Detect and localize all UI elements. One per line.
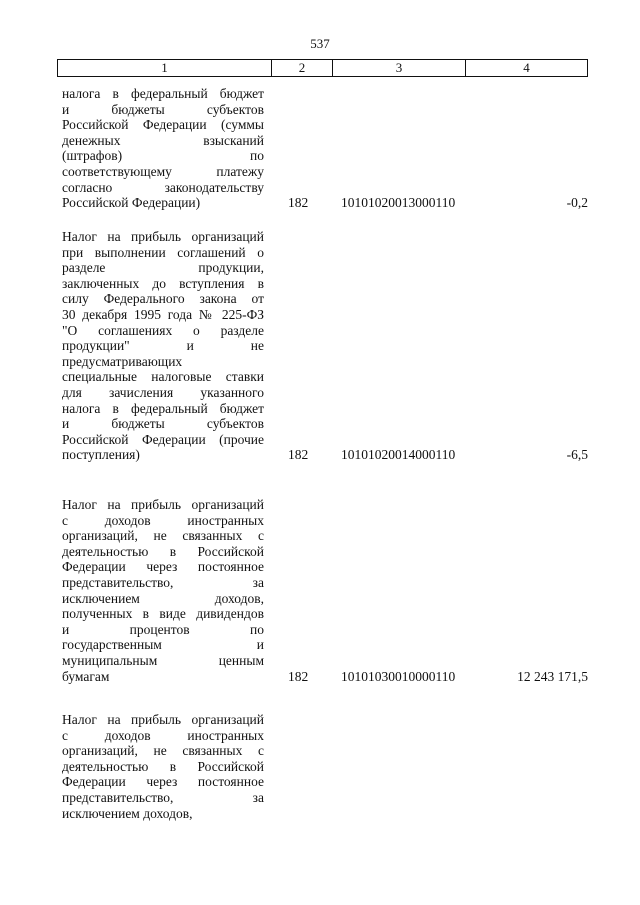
table-row	[62, 229, 592, 463]
description-line: исключением доходов,	[62, 590, 264, 606]
description-line: Налог на прибыль организаций	[62, 497, 264, 512]
description-line: представительство, за	[62, 574, 264, 590]
description-line: Федерации через постоянное	[62, 559, 264, 575]
description-line: (штрафов) по	[62, 148, 264, 164]
description-line: силу Федерального закона от	[62, 291, 264, 307]
description-line: Налог на прибыль организаций	[62, 712, 264, 727]
description-line: заключенных до вступления в	[62, 275, 264, 291]
description-line: продукции" и не	[62, 338, 264, 354]
admin-code-cell: 182	[288, 447, 309, 463]
description-line: денежных взысканий	[62, 132, 264, 148]
kbk-code-cell: 10101020014000110	[341, 447, 456, 463]
description-line: согласно законодательству	[62, 179, 264, 195]
description-line: Российской Федерации)	[62, 195, 201, 211]
amount-cell: -0,2	[566, 195, 588, 211]
description-line: налога в федеральный бюджет	[62, 86, 264, 101]
kbk-code-cell: 10101030010000110	[341, 668, 456, 684]
column-header-3: 3	[333, 60, 466, 76]
description-line: муниципальным ценным	[62, 652, 264, 668]
row-description	[62, 712, 264, 821]
description-line: представительство, за	[62, 789, 264, 805]
description-line: 30 декабря 1995 года № 225-ФЗ	[62, 306, 264, 322]
description-line: налога в федеральный бюджет	[62, 400, 264, 416]
description-line: деятельностью в Российской	[62, 543, 264, 559]
description-line: и бюджеты субъектов	[62, 101, 264, 117]
kbk-code-cell: 10101020013000110	[341, 195, 456, 211]
column-header-1: 1	[58, 60, 272, 76]
description-line: разделе продукции,	[62, 260, 264, 276]
row-description	[62, 497, 264, 684]
description-line: Налог на прибыль организаций	[62, 229, 264, 244]
row-description	[62, 86, 264, 211]
description-line: поступления)	[62, 447, 140, 463]
description-line: организаций, не связанных с	[62, 528, 264, 544]
description-line: Российской Федерации (прочие	[62, 431, 264, 447]
description-line: с доходов иностранных	[62, 512, 264, 528]
table-row	[62, 86, 592, 211]
page-number: 537	[310, 36, 330, 51]
description-line: исключением доходов,	[62, 805, 193, 821]
column-header-2: 2	[272, 60, 333, 76]
description-line: для зачисления указанного	[62, 384, 264, 400]
description-line: государственным и	[62, 637, 264, 653]
description-line: Федерации через постоянное	[62, 774, 264, 790]
amount-cell: 12 243 171,5	[517, 668, 588, 684]
admin-code-cell: 182	[288, 195, 309, 211]
description-line: с доходов иностранных	[62, 727, 264, 743]
description-line: соответствующему платежу	[62, 163, 264, 179]
admin-code-cell: 182	[288, 668, 309, 684]
amount-cell: -6,5	[566, 447, 588, 463]
description-line: при выполнении соглашений о	[62, 244, 264, 260]
column-header-4: 4	[523, 60, 530, 75]
description-line: "О соглашениях о разделе	[62, 322, 264, 338]
table-header-row	[57, 59, 588, 77]
description-line: Российской Федерации (суммы	[62, 117, 264, 133]
description-line: деятельностью в Российской	[62, 758, 264, 774]
description-line: специальные налоговые ставки	[62, 369, 264, 385]
description-line: и бюджеты субъектов	[62, 416, 264, 432]
description-line: организаций, не связанных с	[62, 743, 264, 759]
description-line: бумагам	[62, 668, 110, 684]
description-line: и процентов по	[62, 621, 264, 637]
row-description	[62, 229, 264, 463]
table-row	[62, 497, 592, 684]
description-line: предусматривающих	[62, 353, 183, 369]
description-line: полученных в виде дивидендов	[62, 606, 264, 622]
table-row	[62, 712, 592, 821]
